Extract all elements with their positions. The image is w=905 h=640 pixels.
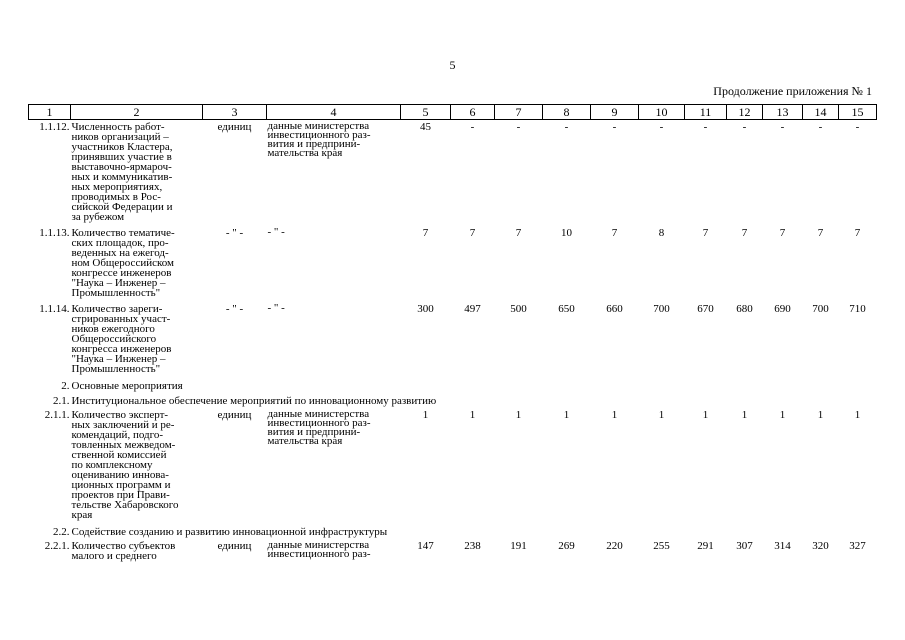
section-title: Институциональное обеспечение мероприятий по инновационному развитию xyxy=(71,395,437,407)
text-line: малого и среднего xyxy=(71,550,157,562)
value-cell: 650 xyxy=(558,303,575,315)
section-number: 2.1. xyxy=(53,395,70,407)
value-cell: 1 xyxy=(611,409,618,421)
indicator-name xyxy=(71,539,203,565)
value-cell: 497 xyxy=(464,303,481,315)
value-cell: 1 xyxy=(422,409,429,421)
header-col-4: 4 xyxy=(267,105,401,120)
indicator-source xyxy=(267,120,401,227)
value-cell: - xyxy=(780,121,785,133)
value-cell: 300 xyxy=(417,303,434,315)
table-row xyxy=(29,408,877,524)
indicator-unit: - " - xyxy=(225,227,244,239)
text-line: ных заключений и ре- xyxy=(71,419,175,431)
section-title: Содействие созданию и развитию инновационной инфраструктуры xyxy=(71,526,388,538)
header-col-14: 14 xyxy=(803,105,839,120)
header-col-12: 12 xyxy=(727,105,763,120)
text-line: Количество субъектов xyxy=(71,540,176,552)
header-col-11: 11 xyxy=(685,105,727,120)
text-line: края xyxy=(71,509,93,521)
value-cell: 7 xyxy=(702,227,709,239)
text-line: ников организаций – xyxy=(71,131,169,143)
value-cell: 327 xyxy=(849,540,866,552)
value-cell: 1 xyxy=(779,409,786,421)
text-line: товленных межведом- xyxy=(71,439,176,451)
header-row xyxy=(29,105,877,120)
text-line: веденных на ежегод- xyxy=(71,247,169,259)
value-cell: 291 xyxy=(697,540,714,552)
value-cell: 314 xyxy=(774,540,791,552)
value-cell: 7 xyxy=(854,227,861,239)
text-line: вития и предприни- xyxy=(267,138,361,150)
text-line: комендаций, подго- xyxy=(71,429,164,441)
text-line: ников ежегодного xyxy=(71,323,155,335)
text-line: ственной комиссией xyxy=(71,449,167,461)
indicator-unit: - " - xyxy=(225,303,244,315)
value-cell: 307 xyxy=(736,540,753,552)
value-cell: 147 xyxy=(417,540,434,552)
indicator-source xyxy=(267,226,401,302)
value-cell: - xyxy=(659,121,664,133)
text-line: ном Общероссийском xyxy=(71,257,175,269)
header-col-13: 13 xyxy=(763,105,803,120)
value-cell: 7 xyxy=(422,227,429,239)
table-body xyxy=(29,120,877,566)
section-row xyxy=(29,524,877,539)
header-col-9: 9 xyxy=(591,105,639,120)
continuation-label: Продолжение приложения № 1 xyxy=(713,84,872,98)
header-col-6: 6 xyxy=(451,105,495,120)
value-cell: 1 xyxy=(469,409,476,421)
text-line: Промышленность" xyxy=(71,287,161,299)
indicator-unit: единиц xyxy=(217,121,252,133)
section-title: Основные мероприятия xyxy=(71,380,183,392)
text-line: - " - xyxy=(267,226,285,238)
indicator-name xyxy=(71,408,203,524)
value-cell: 710 xyxy=(849,303,866,315)
value-cell: 45 xyxy=(420,121,431,133)
indicator-name xyxy=(71,226,203,302)
text-line: Численность работ- xyxy=(71,121,165,133)
header-col-1: 1 xyxy=(29,105,71,120)
value-cell: 1 xyxy=(817,409,824,421)
text-line: Количество зареги- xyxy=(71,303,163,315)
header-col-5: 5 xyxy=(401,105,451,120)
table-row xyxy=(29,302,877,378)
page-number: 5 xyxy=(449,58,456,72)
value-cell: - xyxy=(564,121,569,133)
value-cell: 10 xyxy=(561,227,572,239)
value-cell: 700 xyxy=(812,303,829,315)
text-line: сийской Федерации и xyxy=(71,201,173,213)
text-line: "Наука – Инженер – xyxy=(71,353,166,365)
value-cell: 7 xyxy=(779,227,786,239)
text-line: вития и предприни- xyxy=(267,426,361,438)
text-line: - " - xyxy=(267,302,285,314)
indicator-name xyxy=(71,120,203,227)
text-line: Количество тематиче- xyxy=(71,227,175,239)
value-cell: 7 xyxy=(817,227,824,239)
header-col-10: 10 xyxy=(639,105,685,120)
value-cell: 255 xyxy=(653,540,670,552)
text-line: за рубежом xyxy=(71,211,125,223)
text-line: Промышленность" xyxy=(71,363,161,375)
value-cell: - xyxy=(516,121,521,133)
value-cell: 220 xyxy=(606,540,623,552)
value-cell: 690 xyxy=(774,303,791,315)
value-cell: 1 xyxy=(741,409,748,421)
value-cell: 7 xyxy=(611,227,618,239)
value-cell: 269 xyxy=(558,540,575,552)
section-row xyxy=(29,378,877,393)
text-line: мательства края xyxy=(267,435,343,447)
indicators-table xyxy=(28,104,877,565)
text-line: участников Кластера, xyxy=(71,141,173,153)
text-line: ских площадок, про- xyxy=(71,237,169,249)
value-cell: - xyxy=(703,121,708,133)
value-cell: 1 xyxy=(702,409,709,421)
header-col-15: 15 xyxy=(839,105,877,120)
indicator-number: 1.1.12. xyxy=(39,121,70,133)
value-cell: 1 xyxy=(563,409,570,421)
text-line: конгрессе инженеров xyxy=(71,267,172,279)
header-col-8: 8 xyxy=(543,105,591,120)
text-line: "Наука – Инженер – xyxy=(71,277,166,289)
indicator-source xyxy=(267,408,401,524)
indicator-number: 1.1.13. xyxy=(39,227,70,239)
header-col-7: 7 xyxy=(495,105,543,120)
text-line: данные министерства xyxy=(267,120,370,132)
value-cell: 238 xyxy=(464,540,481,552)
text-line: выставочно-ярмароч- xyxy=(71,161,172,173)
value-cell: - xyxy=(742,121,747,133)
indicator-number: 2.1.1. xyxy=(44,409,70,421)
text-line: Общероссийского xyxy=(71,333,157,345)
text-line: оцениванию иннова- xyxy=(71,469,169,481)
value-cell: 191 xyxy=(510,540,527,552)
text-line: данные министерства xyxy=(267,539,370,551)
value-cell: - xyxy=(818,121,823,133)
text-line: проектов при Прави- xyxy=(71,489,170,501)
text-line: по комплексному xyxy=(71,459,153,471)
text-line: конгресса инженеров xyxy=(71,343,172,355)
indicator-name xyxy=(71,302,203,378)
value-cell: 7 xyxy=(515,227,522,239)
value-cell: 7 xyxy=(469,227,476,239)
value-cell: - xyxy=(855,121,860,133)
header-col-3: 3 xyxy=(203,105,267,120)
section-row xyxy=(29,393,877,408)
text-line: проводимых в Рос- xyxy=(71,191,161,203)
value-cell: - xyxy=(612,121,617,133)
indicator-unit: единиц xyxy=(217,409,252,421)
value-cell: 660 xyxy=(606,303,623,315)
section-number: 2.2. xyxy=(53,526,70,538)
table-row xyxy=(29,226,877,302)
text-line: ных и коммуникатив- xyxy=(71,171,173,183)
value-cell: 8 xyxy=(658,227,665,239)
text-line: мательства края xyxy=(267,147,343,159)
value-cell: 670 xyxy=(697,303,714,315)
indicator-unit: единиц xyxy=(217,540,252,552)
indicator-number: 1.1.14. xyxy=(39,303,70,315)
text-line: тельстве Хабаровского xyxy=(71,499,179,511)
text-line: инвестиционного раз- xyxy=(267,548,371,560)
indicator-source xyxy=(267,539,401,565)
text-line: ционных программ и xyxy=(71,479,171,491)
indicator-source xyxy=(267,302,401,378)
value-cell: 1 xyxy=(658,409,665,421)
value-cell: 1 xyxy=(854,409,861,421)
indicator-number: 2.2.1. xyxy=(44,540,70,552)
text-line: стрированных участ- xyxy=(71,313,171,325)
text-line: инвестиционного раз- xyxy=(267,129,371,141)
value-cell: 1 xyxy=(515,409,522,421)
header-col-2: 2 xyxy=(71,105,203,120)
value-cell: 700 xyxy=(653,303,670,315)
value-cell: 7 xyxy=(741,227,748,239)
text-line: ных мероприятиях, xyxy=(71,181,163,193)
value-cell: 500 xyxy=(510,303,527,315)
value-cell: 680 xyxy=(736,303,753,315)
table-row xyxy=(29,539,877,565)
value-cell: - xyxy=(470,121,475,133)
text-line: данные министерства xyxy=(267,408,370,420)
table-row xyxy=(29,120,877,227)
section-number: 2. xyxy=(61,380,70,392)
text-line: инвестиционного раз- xyxy=(267,417,371,429)
value-cell: 320 xyxy=(812,540,829,552)
text-line: Количество эксперт- xyxy=(71,409,169,421)
text-line: принявших участие в xyxy=(71,151,172,163)
